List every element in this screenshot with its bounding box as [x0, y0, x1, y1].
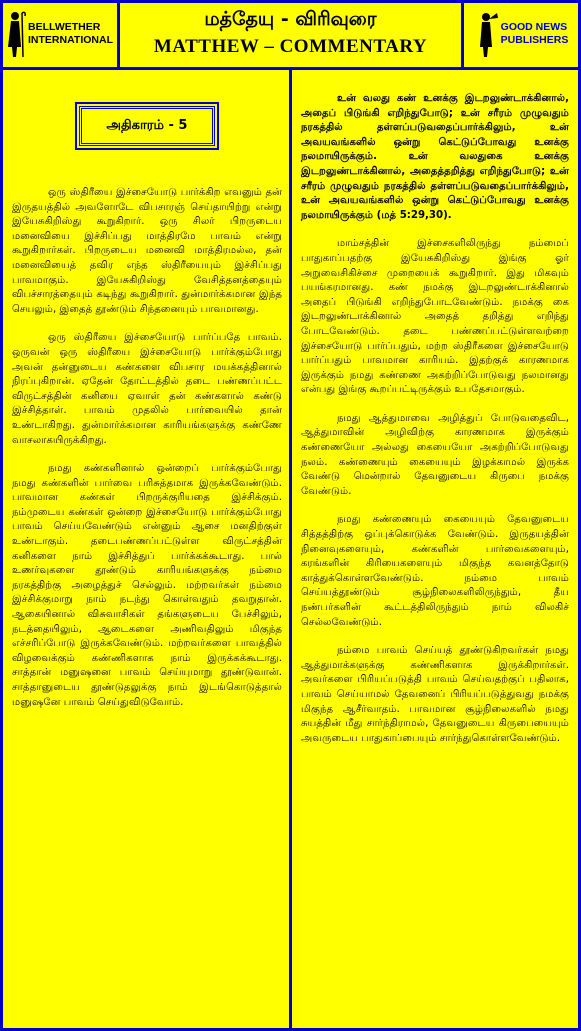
column-divider: [289, 67, 292, 1031]
right-logo-line2: PUBLISHERS: [500, 33, 569, 46]
right-paragraph: மாம்சத்தின் இச்சைகளிலிருந்து நம்மைப் பாதுகாப்பதற்கு இயேசுகிறிஸ்து இங்கு ஓர் அறுவைசிகிச்சை முறையைக் கூறுகிறார். இது மிகவும் பயங்கரமானது. கண் நமக்கு இடறலுண்டாக்கினால் அதைப் பிடுங்கி எறிந்துபோடவேண்டும். நமக்கு கை இடறலுண்டாக்கினால் அதைத் தறித்து எறிந்து போடவேண்டும். தடை பண்ணப்பட்டுள்ளவற்றை இச்சையோடு பார்ப்பதும், மற்ற ஸ்திரீகளை இச்சையோடு பார்ப்பதும் பாவமான காரியம். இதற்குக் காரணமாக இருக்கும் நமது கண்ணை அகற்றிப்போடுவது நலமானது என்பது இங்கு கூறப்பட்டிருக்கும் உபதேசமாகும்.: [301, 238, 569, 396]
right-column: [301, 70, 569, 760]
bellwether-logo: [0, 0, 120, 70]
left-paragraph: ஒரு ஸ்திரீயை இச்சையோடு பார்ப்பதே பாவம். ஒருவன் ஒரு ஸ்திரீயை இச்சையோடு பார்க்கும்போது அவன் தன்னுடைய கண்களை விபசார மயக்கத்தினால் நிரப்புகிறான். ஏதேன் தோட்டத்தில் தடை பண்ணப்பட்ட விருட்சத்தின் கனியை ஏவாள் தன் கண்களால் கண்டு இச்சித்தாள். பாவம் முதலில் பார்வையில் தான் உண்டாகிறது. துன்மார்க்கமான காரியங்களுக்கு கண்ணே வாசலாகயிருக்கிறது.: [12, 332, 282, 446]
left-logo-line2: INTERNATIONAL: [28, 33, 113, 46]
right-paragraph: நமது கண்ணையும் கையையும் தேவனுடைய சித்தத்திற்கு ஒப்புக்கொடுக்க வேண்டும். இருதயத்தின் நினைவுகளையும், கண்களின் பார்வைகளையும், கரங்களின் கிரியைகளையும் மிகுந்த கவனத்தோடு காத்துக்கொள்ளவேண்டும். நம்மை பாவம் செய்யத்தூண்டும் சூழ்நிலைகளிலிருந்தும், தீய நண்பர்களின் கூட்டத்திலிருந்தும் நாம் விலகிச் செல்லவேண்டும்.: [301, 514, 569, 628]
right-logo-line1: GOOD NEWS: [500, 20, 568, 33]
page-header: [0, 0, 581, 70]
shepherd-icon: [4, 9, 26, 59]
left-logo-line1: BELLWETHER: [28, 20, 101, 33]
left-paragraph: நமது கண்களினால் ஒன்றைப் பார்க்கும்போது நமது கண்களின் பார்வை பரிசுத்தமாக இருக்கவேண்டும். பாவமான கண்கள் பிறருக்குரியதை இச்சிக்கும். நம்முடைய கண்கள் ஒன்றை இச்சையோடு பார்க்கும்போது பாவம் செய்யவேண்டும் என்னும் ஆசை மனதிற்குள் உண்டாகும். தடைபண்ணப்பட்டுள்ள விருட்சத்தின் கனிகளை நாம் இச்சித்துப் பார்க்கக்கூடாது. பால் உணர்வுகளை தூண்டும் காரியங்களுக்கு நம்மை நரகத்திற்கு அழைத்துச் செல்லும். மற்றவர்கள் நம்மை இச்சிக்குமாறு நாம் நடந்து கொள்வதும் தவறுதான். ஆகையினால் விசுவாசிகள் தங்களுடைய பேச்சிலும், நடத்தையிலும், ஆடைகளை அணிவதிலும் மிகுந்த எச்சரிப்போடு இருக்கவேண்டும். மற்றவர்களை பாவத்தில் விழவைக்கும் கண்ணிகளாக நாம் இருக்கக்கூடாது. சாத்தான் மனுஷனை பாவம் செய்யுமாறு தூண்டுவான். சாத்தானுடைய தூண்டுதலுக்கு நாம் இடங்கொடுத்தால் மனுஷனே பாவம் செய்துவிடுவோம்.: [12, 463, 282, 708]
left-column: [12, 70, 282, 724]
good-news-logo: [461, 0, 581, 70]
right-paragraph: நமது ஆத்துமாவை அழித்துப் போடுவதைவிட, ஆத்துமாவின் அழிவிற்கு காரணமாக இருக்கும் கண்ணையோ அல்லது கையையோ அகற்றிப்போடுவது நலம். கண்ணையும் கையையும் இழக்காமல் இருக்க வேண்டு மென்றால் தேவனுடைய கிருபை நமக்கு வேண்டும்.: [301, 412, 569, 497]
left-paragraph: ஒரு ஸ்திரீயை இச்சையோடு பார்க்கிற எவனும் தன் இருதயத்தில் அவளோடே விபசாரஞ் செய்தாயிற்று என்று இயேசுகிறிஸ்து கூறுகிறார். ஒரு சிலர் பிறருடைய மனைவியை இச்சிப்பது மாத்திரமே பாவம் என்று கூறுகிறார்கள். பிறருடைய மனைவி மாத்திரமல்ல, தன் மனைவியைத் தவிர எந்த ஸ்திரீயையும் இச்சிப்பது பாவமாகும். இயேசுகிறிஸ்து வேசித்தனத்தையும் விபச்சாரத்தையும் கடிந்து கூறுகிறார். துன்மார்க்கமான இந்த செயலும், இதைத் தூண்டும் சிந்தனையும் பாவமானது.: [12, 187, 282, 315]
title-english: MATTHEW – COMMENTARY: [153, 36, 428, 57]
scripture-quote: உன் வலது கண் உனக்கு இடறலுண்டாக்கினால், அதைப் பிடுங்கி எறிந்துபோடு; உன் சரீரம் முழுவதும் நரகத்தில் தள்ளப்படுவதைப்பார்க்கிலும், உன் அவயவங்களில் ஒன்று கெட்டுப்போவது உனக்கு நலமாயிருக்கும். உன் வலதுகை உனக்கு இடறலுண்டாக்கினால், அதைத்தறித்து எறிந்துபோடு; உன் சரீரம் முழுவதும் நரகத்தில் தள்ளப்படுவதைப்பார்க்கிலும், உன் அவயவங்களில் ஒன்று கெட்டுப்போவது உனக்கு நலமாயிருக்கும் (மத் 5:29,30).: [301, 93, 569, 221]
title-tamil: மத்தேயு - விரிவுரை: [204, 8, 377, 30]
title-area: [120, 0, 461, 67]
right-paragraph: நம்மை பாவம் செய்யத் தூண்டுகிறவர்கள் நமது ஆத்துமாக்களுக்கு கண்ணிகளாக இருக்கிறார்கள். அவர்களை பிரியப்படுத்தி பாவம் செய்வதற்குப் பதிலாக, பாவம் செய்யாமல் தேவனைப் பிரியப்படுத்துவது நமக்கு மிகுந்த ஆசீர்வாதம். பாவமான சூழ்நிலைகளில் நமது சுயத்தின் மீது சார்ந்திராமல், தேவனுடைய கிருபையையும் அவருடைய பாதுகாப்பையும் சார்ந்துகொள்ளவேண்டும்.: [301, 645, 569, 744]
chapter-heading: அதிகாரம் - 5: [79, 106, 215, 146]
trumpeter-icon: [477, 9, 499, 59]
